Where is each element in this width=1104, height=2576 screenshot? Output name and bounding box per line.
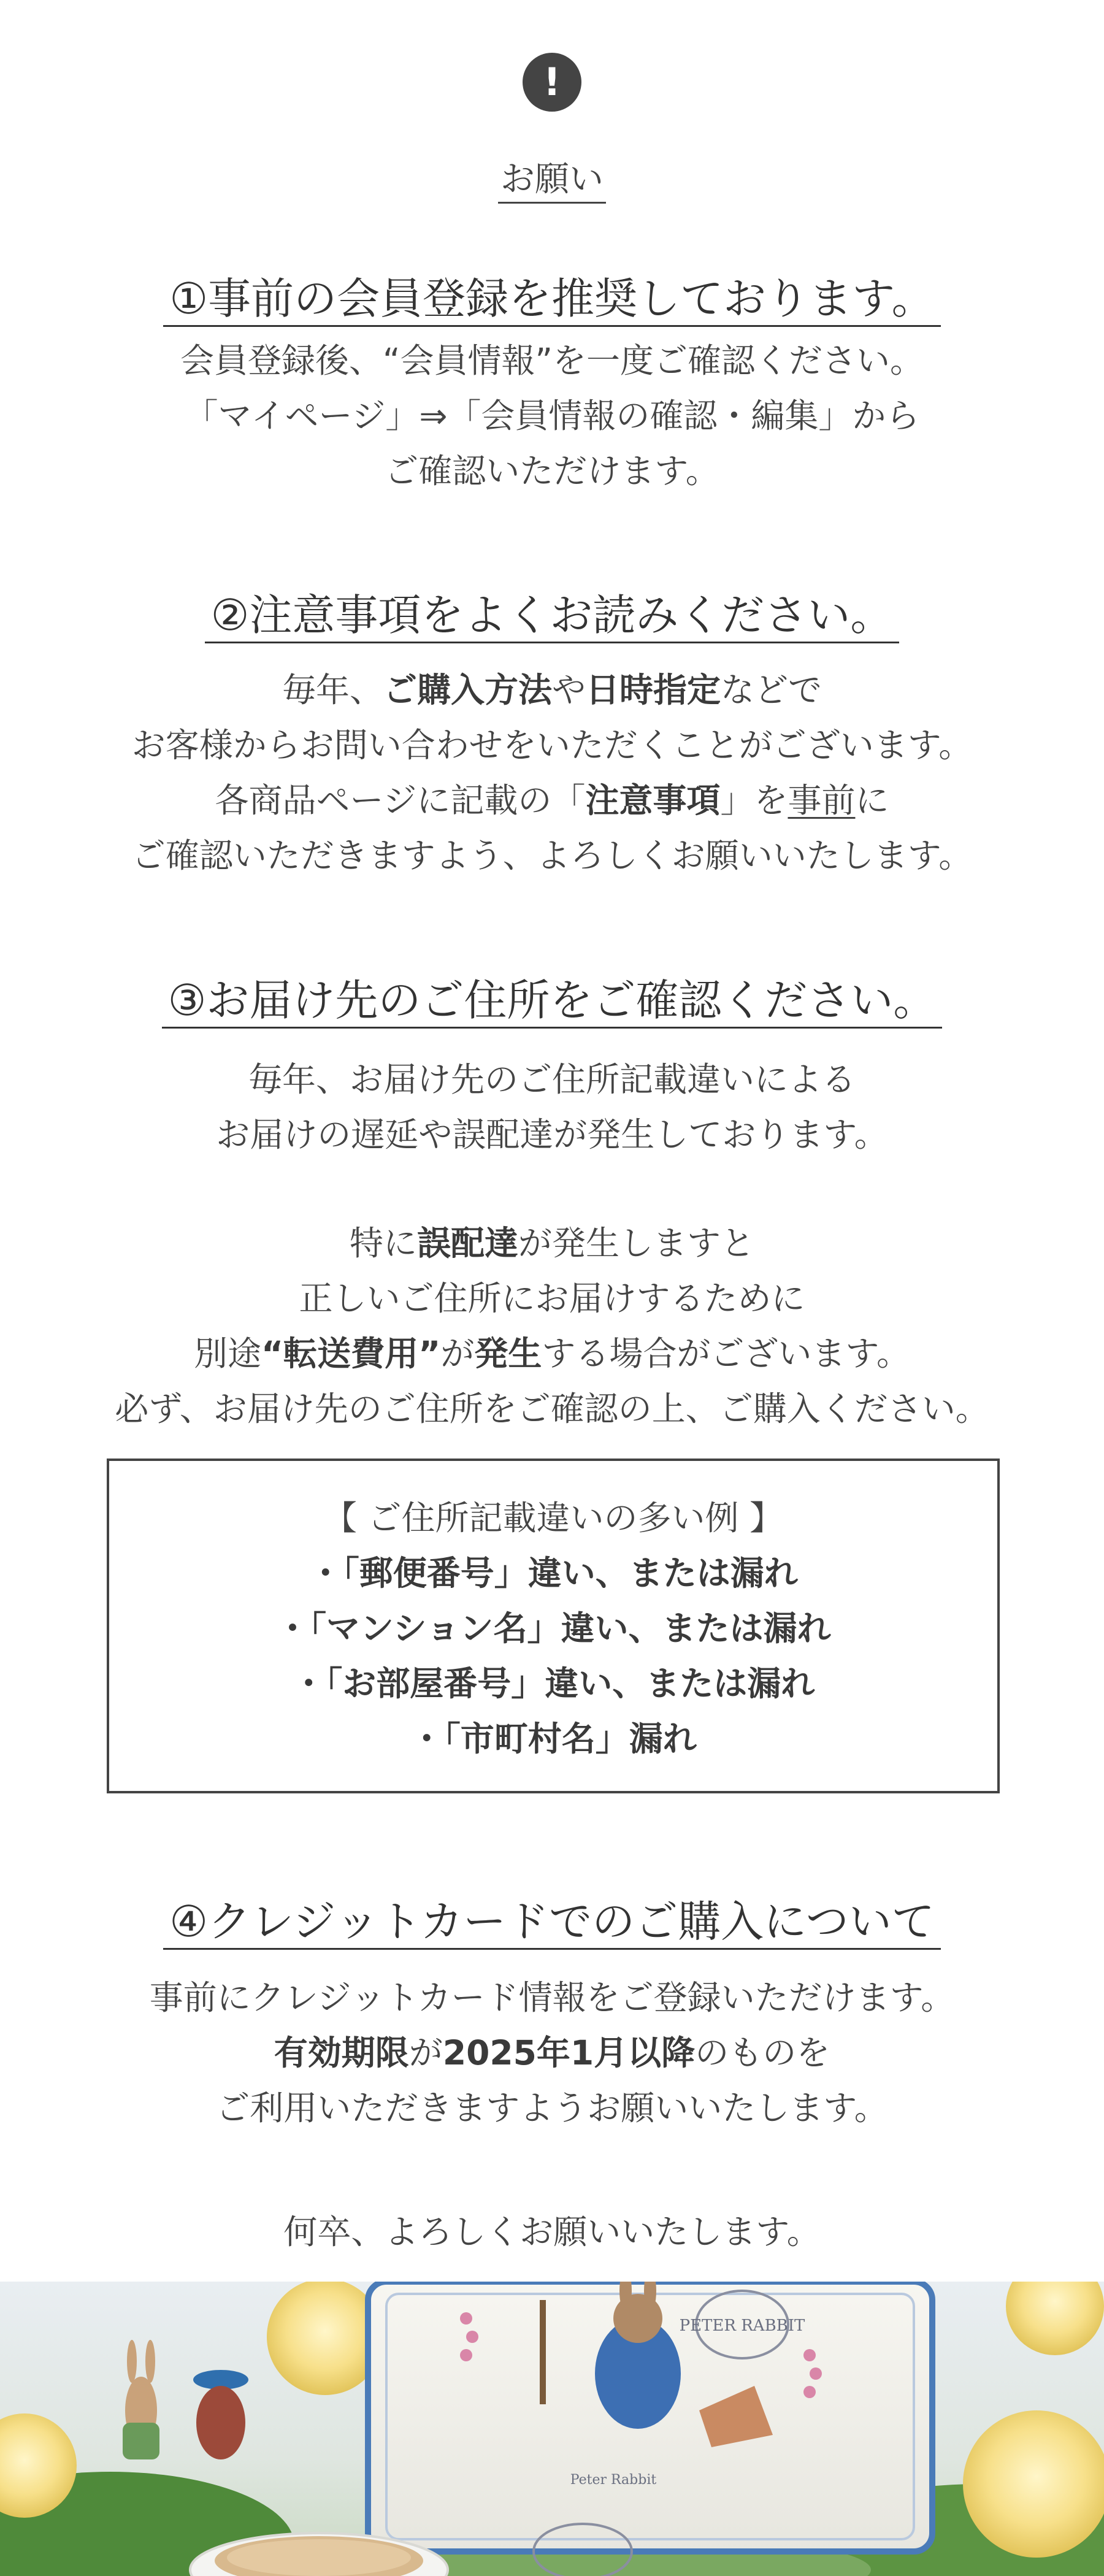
tin-logo: PETER RABBIT (679, 2317, 805, 2335)
section-3-heading: ③お届け先のご住所をご確認ください。 (0, 973, 1104, 1028)
section-3-line-3: 特に誤配達が発生しますと (349, 1224, 755, 1263)
section-3-line-2: お届けの遅延や誤配達が発生しております。 (216, 1115, 888, 1154)
section-1-body (0, 333, 1104, 499)
closing-text: 何卒、よろしくお願いいたします。 (283, 2212, 821, 2252)
figurine-blue-hat (193, 2370, 248, 2459)
section-2-line-2: お客様からお問い合わせをいただくことがございます。 (131, 726, 973, 765)
exclamation-icon: ! (523, 53, 581, 112)
product-photo (0, 2282, 1104, 2576)
section-3-line-4: 正しいご住所にお届けするために (299, 1279, 805, 1318)
product-photo-illustration (0, 2282, 1104, 2576)
section-4-heading: ④クレジットカードでのご購入について (0, 1894, 1104, 1949)
section-3-body-2 (0, 1216, 1104, 1436)
address-mistake-examples-box (107, 1459, 1000, 1793)
section-1-heading: ①事前の会員登録を推奨しております。 (0, 271, 1104, 326)
section-1-line-2: 「マイページ」⇒「会員情報の確認・編集」から (184, 396, 920, 435)
example-item: ・「マンション名」違い、または漏れ (275, 1609, 831, 1648)
peter-rabbit-tin (368, 2282, 932, 2576)
section-2-heading: ②注意事項をよくお読みください。 (0, 588, 1104, 643)
example-item: ・「お部屋番号」違い、または漏れ (291, 1664, 815, 1703)
section-2-line-4: ご確認いただきますよう、よろしくお願いいたします。 (131, 836, 973, 875)
section-4-line-3: ご利用いただきますようお願いいたします。 (216, 2088, 888, 2128)
notice-label: お願い (0, 158, 1104, 201)
example-item: ・「市町村名」漏れ (410, 1719, 697, 1758)
section-3-line-5: 別途“転送費用”が発生する場合がございます。 (194, 1334, 910, 1373)
section-1-line-3: ご確認いただけます。 (385, 451, 719, 491)
section-3-line-6: 必ず、お届け先のご住所をご確認の上、ご購入ください。 (115, 1389, 989, 1428)
example-item: ・「郵便番号」違い、または漏れ (309, 1554, 798, 1593)
rose (1006, 2282, 1104, 2355)
examples-title: 【 ご住所記載違いの多い例 】 (323, 1498, 783, 1538)
section-4-body (0, 1970, 1104, 2136)
section-4-line-1: 事前にクレジットカード情報をご登録いただけます。 (149, 1978, 955, 2017)
section-2-body (0, 662, 1104, 883)
rabbit-figurine (123, 2340, 159, 2459)
section-2-line-3: 各商品ページに記載の「注意事項」を事前に (215, 781, 889, 820)
section-3-body (0, 1052, 1104, 1162)
section-2-line-1: 毎年、ご購入方法や日時指定などで (282, 670, 822, 710)
rose (963, 2410, 1104, 2558)
section-1-line-1: 会員登録後、“会員情報”を一度ご確認ください。 (180, 341, 924, 380)
section-3-line-1: 毎年、お届け先のご住所記載違いによる (248, 1060, 856, 1099)
tin-caption: Peter Rabbit (570, 2472, 657, 2488)
section-4-line-2: 有効期限が2025年1月以降のものを (274, 2033, 830, 2072)
